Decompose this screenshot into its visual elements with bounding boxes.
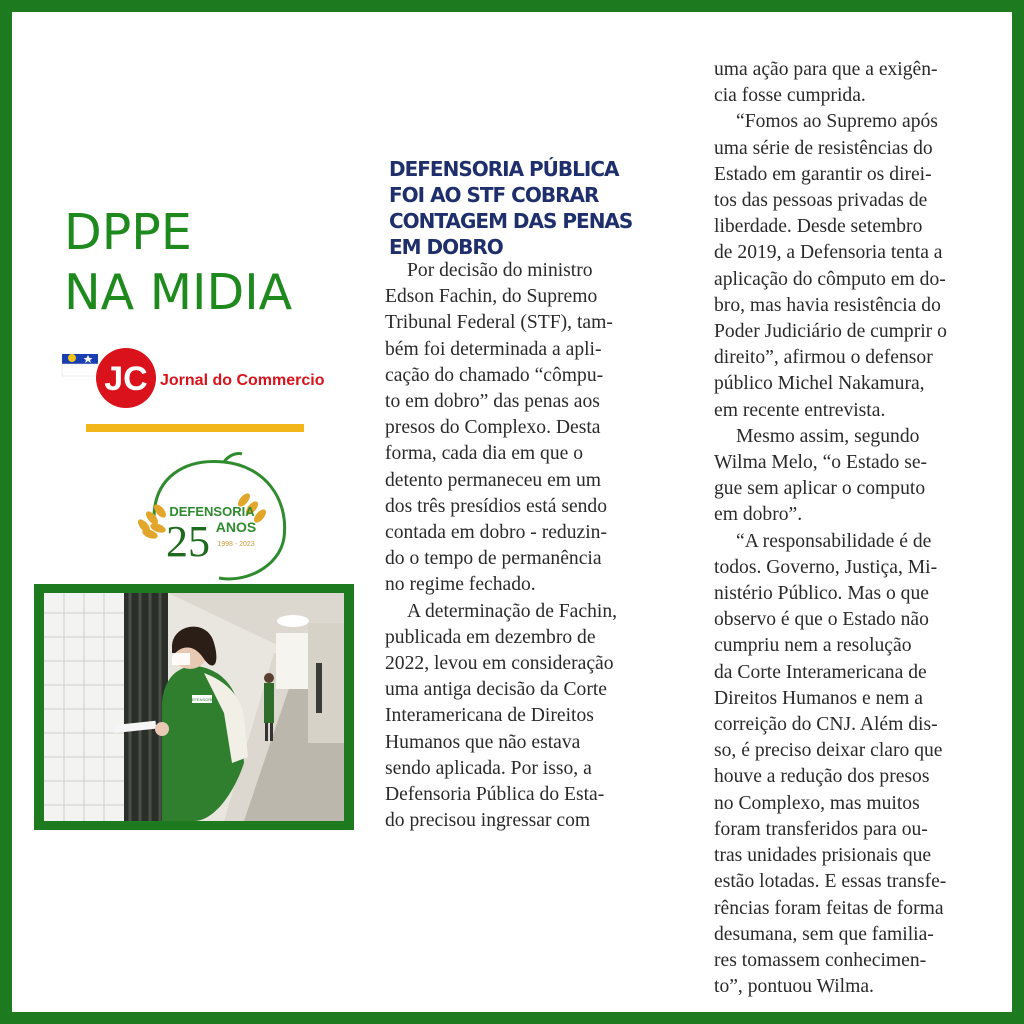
poster [12, 12, 1012, 1012]
article-line: publicada em dezembro de [385, 626, 596, 648]
article-line: Estado em garantir os direi- [714, 163, 932, 185]
article-column-2 [714, 57, 947, 1000]
article-line: uma antiga decisão da Corte [385, 679, 607, 701]
article-line: Wilma Melo, “o Estado se- [714, 452, 928, 474]
article-line: em recente entrevista. [714, 399, 886, 421]
article-line: “A responsabilidade é de [736, 530, 932, 552]
article-line: no regime fechado. [385, 574, 536, 596]
prison-corridor-photo [44, 593, 344, 821]
article-line: de 2019, a Defensoria tenta a [714, 242, 943, 264]
article-line: Por decisão do ministro [407, 260, 593, 281]
pernambuco-flag-icon [62, 354, 98, 376]
article-line: res tomassem conhecimen- [714, 949, 927, 971]
article-line: direito”, afirmou o defensor [714, 347, 933, 369]
article-line: liberdade. Desde setembro [714, 216, 923, 238]
article-line: contada em dobro - reduzin- [385, 522, 607, 544]
article-line: forma, cada dia em que o [385, 443, 584, 465]
article-line: tras unidades prisionais que [714, 845, 932, 867]
article-line: Poder Judiciário de cumprir o [714, 321, 947, 343]
article-line: desumana, sem que familia- [714, 923, 934, 945]
article-line: nistério Público. Mas o que [714, 583, 929, 605]
headline-line: DEFENSORIA PÚBLICA [389, 157, 619, 181]
wheat-left-icon [136, 502, 168, 540]
article-line: sendo aplicada. Por isso, a [385, 757, 592, 779]
article-line: Interamericana de Direitos [385, 705, 594, 727]
article-line: uma ação para que a exigên- [714, 59, 938, 80]
headline-line: EM DOBRO [389, 235, 503, 259]
defensoria-25-anos-logo [124, 448, 304, 584]
article-line: em dobro”. [714, 504, 803, 526]
article-line: observo é que o Estado não [714, 609, 929, 631]
article-line: cumpriu nem a resolução [714, 635, 912, 657]
article-line: no Complexo, mas muitos [714, 792, 920, 814]
article-line: Mesmo assim, segundo [736, 425, 920, 447]
article-line: Direitos Humanos e nem a [714, 687, 923, 709]
headline-line: CONTAGEM DAS PENAS [389, 209, 633, 233]
article-line: presos do Complexo. Desta [385, 417, 601, 439]
article-line: Edson Fachin, do Supremo [385, 286, 598, 308]
jc-initials: JC [104, 360, 148, 398]
article-line: 2022, levou em consideração [385, 653, 614, 675]
anniv-number: 25 [166, 517, 210, 566]
article-line: da Corte Interamericana de [714, 661, 927, 683]
article-line: público Michel Nakamura, [714, 373, 925, 395]
article-line: tos das pessoas privadas de [714, 190, 928, 212]
article-headline [389, 156, 659, 260]
article-line: to em dobro” das penas aos [385, 391, 600, 413]
article-line: bro, mas havia resistência do [714, 294, 941, 316]
title-line-2: NA MIDIA [64, 264, 293, 321]
article-line: dos três presídios está sendo [385, 495, 608, 517]
photo-frame [34, 584, 354, 830]
article-line: aplicação do cômputo em do- [714, 268, 946, 290]
article-line: Humanos que não estava [385, 731, 581, 753]
article-line: A determinação de Fachin, [407, 600, 618, 622]
article-line: bém foi determinada a apli- [385, 338, 602, 360]
article-line: uma série de resistências do [714, 137, 933, 159]
newspaper-name: Jornal do Commercio [160, 372, 325, 389]
article-line: foram transferidos para ou- [714, 818, 928, 840]
article-line: cia fosse cumprida. [714, 85, 866, 107]
title-line-1: DPPE [64, 204, 192, 261]
article-column-1 [385, 258, 617, 834]
anniv-years: 1998 - 2023 [217, 541, 255, 548]
article-line: estão lotadas. E essas transfe- [714, 871, 947, 893]
article-line: so, é preciso deixar claro que [714, 740, 943, 762]
article-line: gue sem aplicar o computo [714, 478, 926, 500]
yellow-divider [86, 424, 304, 432]
article-line: do precisou ingressar com [385, 810, 591, 832]
vest-label: DEFENSORIA [188, 697, 216, 702]
article-line: Defensoria Pública do Esta- [385, 784, 605, 806]
anniv-org: DEFENSORIA [169, 504, 255, 519]
article-line: Tribunal Federal (STF), tam- [385, 312, 613, 334]
anniv-anos: ANOS [215, 519, 257, 535]
article-line: to”, pontuou Wilma. [714, 976, 874, 998]
headline-line: FOI AO STF COBRAR [389, 183, 599, 207]
article-line: correição do CNJ. Além dis- [714, 714, 938, 736]
article-line: todos. Governo, Justiça, Mi- [714, 556, 938, 578]
article-line: detento permaneceu em um [385, 469, 601, 491]
article-line: rências foram feitas de forma [714, 897, 944, 919]
article-line: houve a redução dos presos [714, 766, 930, 788]
article-line: cação do chamado “cômpu- [385, 364, 604, 386]
article-line: do o tempo de permanência [385, 548, 602, 570]
article-line: “Fomos ao Supremo após [736, 111, 938, 133]
